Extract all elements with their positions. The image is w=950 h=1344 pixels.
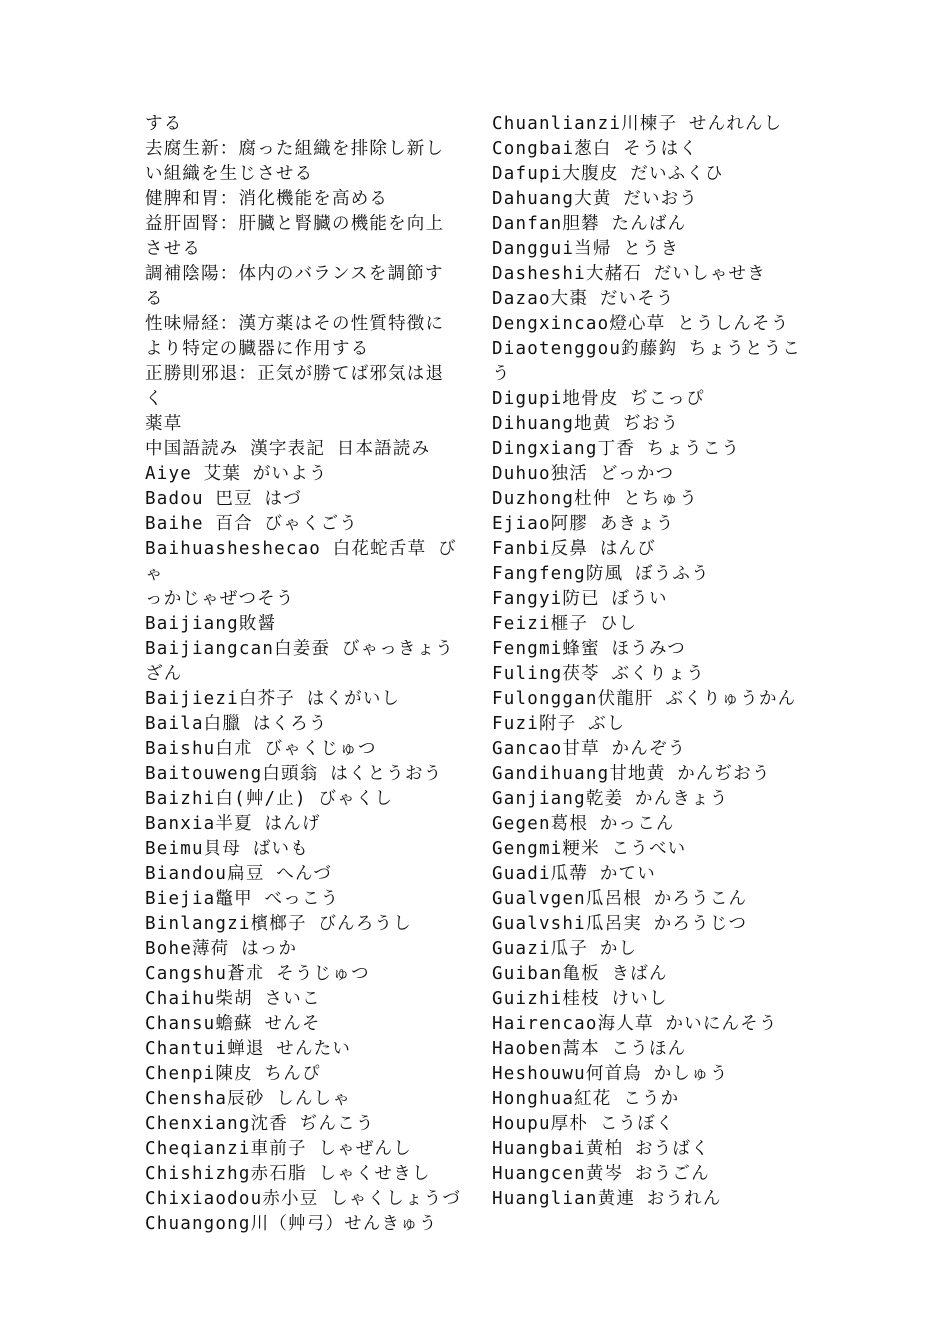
text-line: Dengxincao燈心草 とうしんそう <box>492 314 790 334</box>
text-line: Beimu貝母 ばいも <box>145 839 309 859</box>
text-line: Baijiangcan白姜蚕 びゃっきょう <box>145 639 455 659</box>
text-line: く <box>145 389 164 409</box>
text-line: Chuangong川（艸弓）せんきゅう <box>145 1214 438 1234</box>
text-line: Baishu白朮 びゃくじゅつ <box>145 739 377 759</box>
text-line: Ejiao阿膠 あきょう <box>492 514 675 534</box>
text-line: より特定の臓器に作用する <box>145 339 370 359</box>
text-line: Banxia半夏 はんげ <box>145 814 321 834</box>
text-line: Gualvgen瓜呂根 かろうこん <box>492 889 748 909</box>
text-line: Fengmi蜂蜜 ほうみつ <box>492 639 687 659</box>
text-line: Gengmi粳米 こうべい <box>492 839 687 859</box>
text-line: っかじゃぜつそう <box>145 589 295 609</box>
text-line: Badou 巴豆 はづ <box>145 489 302 509</box>
text-line: る <box>145 289 164 309</box>
text-line: Baijiang敗醤 <box>145 614 277 634</box>
text-line: Hairencao海人草 かいにんそう <box>492 1014 778 1034</box>
text-line: Chixiaodou赤小豆 しゃくしょうづ <box>145 1189 462 1209</box>
text-line: Fanbi反鼻 はんび <box>492 539 656 559</box>
text-line: Houpu厚朴 こうぼく <box>492 1114 675 1134</box>
text-line: Feizi榧子 ひし <box>492 614 638 634</box>
left-column <box>145 112 470 1237</box>
text-line: 正勝則邪退：正気が勝てば邪気は退 <box>145 364 445 384</box>
text-line: Fulonggan伏龍肝 ぶくりゅうかん <box>492 689 797 709</box>
text-line: Gandihuang甘地黄 かんぢおう <box>492 764 771 784</box>
text-line: Dihuang地黄 ぢおう <box>492 414 680 434</box>
text-line: Aiye 艾葉 がいよう <box>145 464 328 484</box>
text-line: Guadi瓜蔕 かてい <box>492 864 656 884</box>
text-line: Baihuasheshecao 白花蛇舌草 びゃ <box>145 539 457 584</box>
text-line: 薬草 <box>145 414 183 434</box>
text-line: Baihe 百合 びゃくごう <box>145 514 359 534</box>
text-line: Digupi地骨皮 ぢこっぴ <box>492 389 705 409</box>
text-line: Dazao大棗 だいそう <box>492 289 675 309</box>
text-line: Guazi瓜子 かし <box>492 939 638 959</box>
text-line: Dasheshi大赭石 だいしゃせき <box>492 264 766 284</box>
text-line: Baila白臘 はくろう <box>145 714 328 734</box>
text-line: 中国語読み 漢字表記 日本語読み <box>145 439 431 459</box>
text-line: Danggui当帰 とうき <box>492 239 680 259</box>
text-line: Biandou扁豆 へんづ <box>145 864 333 884</box>
text-line: Duhuo独活 どっかつ <box>492 464 675 484</box>
text-line: Chensha辰砂 しんしゃ <box>145 1089 352 1109</box>
text-line: する <box>145 114 183 134</box>
text-line: 調補陰陽：体内のバランスを調節す <box>145 264 444 284</box>
text-line: Chantui蝉退 せんたい <box>145 1039 352 1059</box>
text-line: Honghua紅花 こうか <box>492 1089 680 1109</box>
text-line: Binlangzi檳榔子 びんろうし <box>145 914 412 934</box>
text-line: Chenxiang沈香 ぢんこう <box>145 1114 375 1134</box>
text-line: Haoben蒿本 こうほん <box>492 1039 687 1059</box>
text-line: Duzhong杜仲 とちゅう <box>492 489 699 509</box>
text-line: Chishizhg赤石脂 しゃくせきし <box>145 1164 431 1184</box>
text-line: Dahuang大黄 だいおう <box>492 189 699 209</box>
text-line: Chansu蟾蘇 せんそ <box>145 1014 321 1034</box>
text-line: Chuanlianzi川楝子 せんれんし <box>492 114 783 134</box>
text-line: Guiban亀板 きばん <box>492 964 668 984</box>
text-line: Biejia鼈甲 べっこう <box>145 889 340 909</box>
text-line: させる <box>145 239 202 259</box>
text-line: Fuling茯苓 ぶくりょう <box>492 664 706 684</box>
text-line: Chenpi陳皮 ちんぴ <box>145 1064 321 1084</box>
text-line: Gancao甘草 かんぞう <box>492 739 687 759</box>
text-line: Gualvshi瓜呂実 かろうじつ <box>492 914 748 934</box>
text-line: Chaihu柴胡 さいこ <box>145 989 321 1009</box>
text-line: Diaotenggou釣藤鈎 ちょうとうこ <box>492 339 802 359</box>
text-line: Baizhi白(艸/止) びゃくし <box>145 789 394 809</box>
text-line: Fangyi防已 ぼうい <box>492 589 668 609</box>
text-line: Bohe薄荷 はっか <box>145 939 298 959</box>
text-line: Huangcen黄岑 おうごん <box>492 1164 710 1184</box>
text-line: Cangshu蒼朮 そうじゅつ <box>145 964 370 984</box>
text-line: Fuzi附子 ぶし <box>492 714 626 734</box>
text-line: 性味帰経：漢方薬はその性質特徴に <box>145 314 445 334</box>
text-line: ざん <box>145 664 183 684</box>
text-line: Congbai葱白 そうはく <box>492 139 699 159</box>
text-line: Heshouwu何首烏 かしゅう <box>492 1064 729 1084</box>
text-line: う <box>492 364 511 384</box>
text-line: 健脾和胃：消化機能を高める <box>145 189 389 209</box>
text-line: Guizhi桂枝 けいし <box>492 989 668 1009</box>
text-line: Baitouweng白頭翁 はくとうおう <box>145 764 443 784</box>
text-line: Fangfeng防風 ぼうふう <box>492 564 710 584</box>
text-line: い組織を生じさせる <box>145 164 314 184</box>
text-line: Huangbai黄柏 おうばく <box>492 1139 710 1159</box>
text-line: Ganjiang乾姜 かんきょう <box>492 789 729 809</box>
text-line: Baijiezi白芥子 はくがいし <box>145 689 401 709</box>
text-line: Cheqianzi車前子 しゃぜんし <box>145 1139 412 1159</box>
text-line: 去腐生新：腐った組織を排除し新し <box>145 139 445 159</box>
text-line: Huanglian黄連 おうれん <box>492 1189 722 1209</box>
text-line: Dafupi大腹皮 だいふくひ <box>492 164 724 184</box>
text-line: 益肝固腎：肝臓と腎臓の機能を向上 <box>145 214 445 234</box>
right-column <box>492 112 817 1212</box>
text-line: Dingxiang丁香 ちょうこう <box>492 439 741 459</box>
text-line: Danfan胆礬 たんばん <box>492 214 687 234</box>
text-line: Gegen葛根 かっこん <box>492 814 675 834</box>
